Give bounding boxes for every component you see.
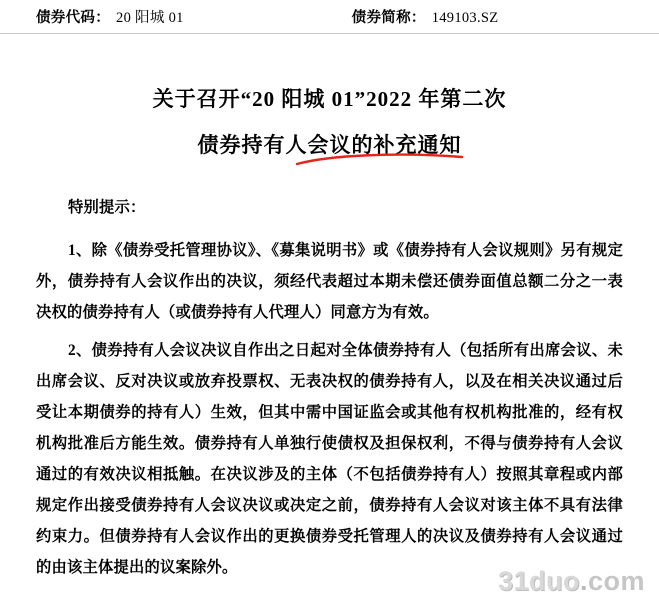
bond-code-label: 债券代码 — [36, 10, 96, 26]
document-body — [0, 192, 659, 583]
bond-code-group — [36, 6, 184, 27]
document-title — [0, 76, 659, 168]
bond-name-group — [352, 6, 499, 27]
bond-name-colon: ： — [410, 10, 426, 26]
bond-code-colon: ： — [95, 10, 111, 26]
site-watermark — [498, 566, 645, 597]
body-paragraph-1: 1、除《债券受托管理协议》、《募集说明书》或《债券持有人会议规则》另有规定外，债券持有人会议作出的决议，须经代表超过本期未偿还债券面值总额二分之一表决权的债券持有人（或债券持有人代理人）同意方为有效。 — [36, 242, 623, 321]
watermark-dot: . — [579, 566, 588, 596]
watermark-tld: com — [587, 566, 645, 596]
bond-code-value: 20 阳城 01 — [116, 10, 184, 26]
special-tip-heading: 特别提示： — [68, 199, 146, 216]
bond-name-value: 149103.SZ — [431, 10, 499, 26]
watermark-name: 31duo — [497, 566, 580, 596]
bond-name-label: 债券简称 — [351, 10, 411, 26]
document-header — [0, 0, 659, 34]
body-paragraph-2: 2、债券持有人会议决议自作出之日起对全体债券持有人（包括所有出席会议、未出席会议、反对决议或放弃投票权、无表决权的债券持有人，以及在相关决议通过后受让本期债券的持有人）生效，但其中需中国证监会或其他有权机构批准的，经有权机构批准后方能生效。债券持有人单独行使债权及担保权利，不得与债券持有人会议通过的有效决议相抵触。在决议涉及的主体（不包括债券持有人）按照其章程或内部规定作出接受债券持有人会议决议或决定之前，债券持有人会议对该主体不具有法律约束力。但债券持有人会议作出的更换债券受托管理人的决议及债券持有人会议通过的由该主体提出的议案除外。 — [36, 342, 623, 576]
title-line-2: 债券持有人会议的补充通知 — [197, 133, 462, 157]
header-row — [36, 6, 629, 27]
title-line-1: 关于召开“20 阳城 01”2022 年第二次 — [152, 87, 507, 111]
header-divider — [0, 33, 659, 34]
